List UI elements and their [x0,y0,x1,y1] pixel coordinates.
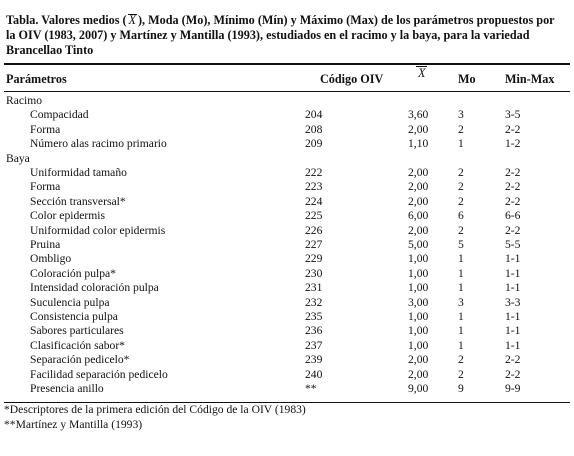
minmax-cell: 1-1 [505,310,521,323]
param-cell: Uniformidad tamaño [30,166,127,179]
table-row [0,353,574,367]
table-row [0,339,574,353]
table-row [0,324,574,338]
table-caption [6,13,566,58]
param-cell: Clasificación sabor* [30,338,125,352]
code-cell: 225 [305,209,323,223]
code-cell: 230 [305,266,323,280]
minmax-cell: 3-3 [505,295,521,309]
mo-cell: 1 [458,252,464,266]
header-minmax: Min-Max [505,72,555,86]
mean-cell: 6,00 [408,209,429,223]
mean-cell: 3,60 [408,108,429,122]
param-cell: Suculencia pulpa [30,295,110,309]
footnote-1: *Descriptores de la primera edición del Código de la OIV (1983) [4,403,306,416]
mo-cell: 6 [458,209,464,223]
param-cell: Ombligo [30,252,72,266]
code-cell: 227 [305,238,323,251]
mean-symbol: X [128,13,136,27]
minmax-cell: 3-5 [505,108,521,122]
mean-cell: 3,00 [408,295,429,309]
table-row [0,296,574,310]
minmax-cell: 2-2 [505,180,521,194]
minmax-cell: 1-1 [505,338,521,352]
param-cell: Consistencia pulpa [30,310,118,323]
mo-cell: 3 [458,295,464,309]
param-cell: Intensidad coloración pulpa [30,281,159,295]
mo-cell: 1 [458,281,464,295]
header-param: Parámetros [6,72,67,86]
mean-cell: 1,00 [408,310,429,323]
table-row [0,123,574,137]
mean-cell: 1,00 [408,252,429,266]
top-rule [4,63,570,65]
minmax-cell: 9-9 [505,382,521,395]
code-cell: 236 [305,324,323,338]
code-cell: ** [305,382,317,395]
mo-cell: 9 [458,382,464,395]
mo-cell: 2 [458,223,464,237]
mo-cell: 1 [458,310,464,323]
caption-part2: ), Moda (Mo), Mínimo (Mín) y Máximo (Max) de los parámetros propuestos por la OIV (1983, 2007) y Martínez y Mantilla (1993), estudiados en el racimo y la baya, para la variedad Brancellao Tinto [6,13,555,57]
minmax-cell: 2-2 [505,166,521,179]
mo-cell: 2 [458,180,464,194]
code-cell: 224 [305,194,323,208]
table-row [0,238,574,252]
mean-cell: 2,00 [408,122,429,136]
mean-cell: 1,00 [408,338,429,352]
param-cell: Separación pedicelo* [30,353,130,367]
table-row [0,368,574,382]
table-row [0,108,574,122]
param-cell: Color epidermis [30,209,106,223]
mo-cell: 2 [458,194,464,208]
param-cell: Compacidad [30,108,89,122]
table-row [0,137,574,151]
mean-cell: 1,00 [408,281,429,295]
minmax-cell: 2-2 [505,223,521,237]
minmax-cell: 2-2 [505,353,521,367]
table-row [0,224,574,238]
mean-cell: 2,00 [408,194,429,208]
minmax-cell: 2-2 [505,367,521,381]
param-cell: Sabores particulares [30,324,124,338]
code-cell: 223 [305,180,323,194]
param-cell: Racimo [6,94,43,107]
param-cell: Forma [30,122,61,136]
caption-part1: Tabla. Valores medios ( [6,13,127,27]
mo-cell: 3 [458,108,464,122]
param-cell: Coloración pulpa* [30,266,116,280]
header-mo: Mo [458,72,476,86]
minmax-cell: 1-1 [505,266,521,280]
code-cell: 204 [305,108,323,122]
mo-cell: 1 [458,324,464,338]
code-cell: 235 [305,310,323,323]
table-row [0,180,574,194]
mean-cell: 1,10 [408,137,429,151]
mo-cell: 2 [458,166,464,179]
minmax-cell: 2-2 [505,122,521,136]
header-mean-symbol: X [418,66,426,80]
mean-cell: 1,00 [408,266,429,280]
code-cell: 222 [305,166,323,179]
code-cell: 208 [305,122,323,136]
table-row [0,166,574,180]
mean-cell: 2,00 [408,166,429,179]
footnote-2: **Martínez y Mantilla (1993) [4,418,143,431]
mean-cell: 5,00 [408,238,429,251]
param-cell: Presencia anillo [30,382,104,395]
mo-cell: 1 [458,338,464,352]
table-row [0,382,574,396]
code-cell: 240 [305,367,323,381]
group-row [0,94,574,108]
header-code: Código OIV [320,72,384,86]
table-row [0,310,574,324]
minmax-cell: 6-6 [505,209,521,223]
header-mean [416,66,427,81]
table-row [0,281,574,295]
mo-cell: 2 [458,353,464,367]
minmax-cell: 1-2 [505,137,521,151]
mean-cell: 2,00 [408,223,429,237]
header-rule [4,91,570,92]
code-cell: 229 [305,252,323,266]
code-cell: 226 [305,223,323,237]
mean-cell: 2,00 [408,353,429,367]
param-cell: Uniformidad color epidermis [30,223,166,237]
param-cell: Pruina [30,238,61,251]
table-row [0,195,574,209]
param-cell: Número alas racimo primario [30,137,167,151]
table-row [0,252,574,266]
code-cell: 209 [305,137,323,151]
mean-cell: 1,00 [408,324,429,338]
minmax-cell: 1-1 [505,324,521,338]
minmax-cell: 1-1 [505,281,521,295]
mean-cell: 2,00 [408,180,429,194]
mean-cell: 2,00 [408,367,429,381]
group-row [0,152,574,166]
mo-cell: 1 [458,266,464,280]
minmax-cell: 2-2 [505,194,521,208]
code-cell: 237 [305,338,323,352]
table-row [0,267,574,281]
minmax-cell: 1-1 [505,252,521,266]
table-row [0,209,574,223]
mo-cell: 2 [458,122,464,136]
code-cell: 232 [305,295,323,309]
code-cell: 231 [305,281,323,295]
param-cell: Forma [30,180,61,194]
mo-cell: 2 [458,367,464,381]
code-cell: 239 [305,353,323,367]
param-cell: Facilidad separación pedicelo [30,367,168,381]
mo-cell: 5 [458,238,464,251]
param-cell: Baya [6,151,30,165]
minmax-cell: 5-5 [505,238,521,251]
mean-cell: 9,00 [408,382,429,395]
param-cell: Sección transversal* [30,194,126,208]
mo-cell: 1 [458,137,464,151]
